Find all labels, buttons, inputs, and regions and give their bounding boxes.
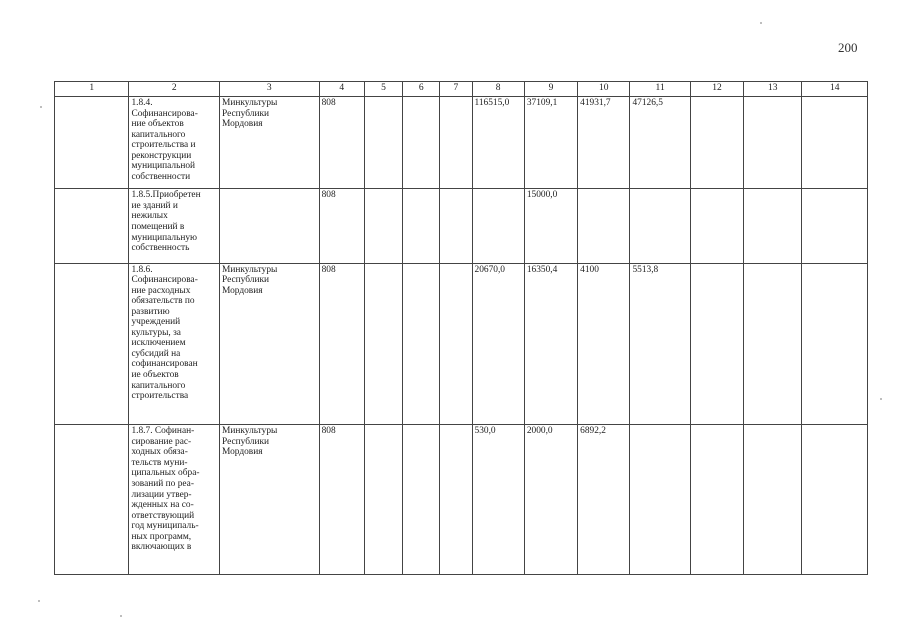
column-header: 6 — [403, 82, 440, 97]
responsible-line: Мордовия — [222, 447, 263, 458]
measure-name-line: собственности — [131, 171, 191, 182]
column-header: 3 — [220, 82, 320, 97]
responsible-line: Республики — [222, 108, 270, 119]
cell-c4: 808 — [319, 97, 364, 189]
responsible-line: Минкультуры — [222, 426, 278, 437]
cell-responsible — [220, 263, 320, 425]
cell-c6 — [403, 189, 440, 263]
cell-c13 — [744, 189, 802, 263]
cell-c7 — [440, 97, 472, 189]
cell-col-1 — [55, 263, 129, 425]
scan-speck — [120, 615, 122, 617]
measure-name-line: муниципальную — [131, 232, 198, 243]
cell-c12 — [690, 189, 743, 263]
measure-name-line: ние объектов — [131, 119, 184, 130]
measure-name-line: ходных обяза- — [131, 447, 188, 458]
measure-name-line: обязательств по — [131, 296, 195, 307]
cell-c11: 47126,5 — [630, 97, 690, 189]
cell-c5 — [364, 425, 402, 575]
measure-name-line: Софинансирова- — [131, 108, 198, 119]
measure-name-line: ие зданий и — [131, 200, 178, 211]
cell-col-1 — [55, 425, 129, 575]
cell-c9: 15000,0 — [524, 189, 577, 263]
measure-name-line: ципальных обра- — [131, 468, 200, 479]
responsible-line: Мордовия — [222, 119, 263, 130]
measure-name-line: жденных на со- — [131, 500, 194, 511]
measure-name-line: развитию — [131, 306, 170, 317]
table-row — [55, 97, 868, 189]
measure-name-line: год муниципаль- — [131, 521, 199, 532]
measure-name-line: 1.8.5.Приобретен — [131, 190, 201, 201]
responsible-line: Республики — [222, 275, 270, 286]
cell-c11 — [630, 425, 690, 575]
column-header: 5 — [364, 82, 402, 97]
measure-name-line: ие объектов — [131, 369, 179, 380]
responsible-line: Минкультуры — [222, 264, 278, 275]
measure-name-line: включающих в — [131, 542, 192, 553]
cell-c10: 6892,2 — [578, 425, 630, 575]
cell-c5 — [364, 97, 402, 189]
measure-name-line: помещений в — [131, 221, 185, 232]
measure-name-line: лизации утвер- — [131, 489, 192, 500]
cell-responsible — [220, 97, 320, 189]
cell-responsible — [220, 189, 320, 263]
column-header: 10 — [578, 82, 630, 97]
cell-responsible — [220, 425, 320, 575]
cell-c13 — [744, 425, 802, 575]
measure-name-line: нежилых — [131, 211, 168, 222]
measure-name-line: субсидий на — [131, 348, 181, 359]
cell-c14 — [802, 425, 868, 575]
page-number: 200 — [838, 40, 858, 55]
measure-name-line: учреждений — [131, 317, 181, 328]
measure-name-line: капитального — [131, 129, 186, 140]
cell-measure-name — [129, 189, 220, 263]
cell-c13 — [744, 263, 802, 425]
cell-measure-name — [129, 263, 220, 425]
cell-col-1 — [55, 97, 129, 189]
measure-name-line: ных программ, — [131, 531, 192, 542]
cell-c7 — [440, 263, 472, 425]
column-header: 14 — [802, 82, 868, 97]
cell-c10: 4100 — [578, 263, 630, 425]
column-header: 1 — [55, 82, 129, 97]
column-header: 9 — [524, 82, 577, 97]
cell-c14 — [802, 263, 868, 425]
scan-speck — [38, 600, 40, 602]
cell-c4: 808 — [319, 263, 364, 425]
cell-c9: 37109,1 — [524, 97, 577, 189]
responsible-line: Мордовия — [222, 285, 263, 296]
measure-name-line: софинансирован — [131, 359, 198, 370]
cell-c12 — [690, 263, 743, 425]
column-header: 11 — [630, 82, 690, 97]
cell-c8: 530,0 — [472, 425, 524, 575]
measure-name-line: тельств муни- — [131, 457, 188, 468]
cell-c4: 808 — [319, 189, 364, 263]
measure-name-line: зований по реа- — [131, 479, 194, 489]
column-header: 4 — [319, 82, 364, 97]
measure-name-line: реконструкции — [131, 150, 192, 161]
cell-c5 — [364, 263, 402, 425]
cell-c6 — [403, 263, 440, 425]
cell-c12 — [690, 97, 743, 189]
cell-c10 — [578, 189, 630, 263]
cell-c9: 2000,0 — [524, 425, 577, 575]
measure-name-line: собственность — [131, 243, 190, 254]
scan-speck — [760, 22, 762, 24]
cell-col-1 — [55, 189, 129, 263]
cell-c13 — [744, 97, 802, 189]
column-header: 2 — [129, 82, 220, 97]
budget-table — [54, 81, 868, 575]
cell-c8 — [472, 189, 524, 263]
measure-name-line: капитального — [131, 380, 186, 391]
cell-c6 — [403, 425, 440, 575]
scan-speck — [880, 398, 882, 400]
responsible-line: Минкультуры — [222, 98, 278, 108]
measure-name-line: исключением — [131, 338, 186, 349]
cell-c8: 20670,0 — [472, 263, 524, 425]
cell-c10: 41931,7 — [578, 97, 630, 189]
table-row — [55, 425, 868, 575]
cell-c11: 5513,8 — [630, 263, 690, 425]
measure-name-line: ние расходных — [131, 285, 191, 296]
measure-name-line: 1.8.7. Софинан- — [131, 426, 195, 437]
table-header-row — [55, 82, 868, 97]
responsible-line: Республики — [222, 436, 270, 447]
measure-name-line: ответствующий — [131, 510, 195, 521]
column-header: 12 — [690, 82, 743, 97]
cell-c14 — [802, 97, 868, 189]
measure-name-line: строительства — [131, 391, 189, 402]
cell-c11 — [630, 189, 690, 263]
measure-name-line: 1.8.6. — [131, 264, 153, 275]
table-row — [55, 263, 868, 425]
cell-measure-name — [129, 97, 220, 189]
cell-c12 — [690, 425, 743, 575]
cell-measure-name — [129, 425, 220, 575]
table-row — [55, 189, 868, 263]
measure-name-line: строительства и — [131, 140, 196, 151]
cell-c6 — [403, 97, 440, 189]
measure-name-line: сирование рас- — [131, 436, 192, 447]
cell-c14 — [802, 189, 868, 263]
column-header: 7 — [440, 82, 472, 97]
measure-name-line: муниципальной — [131, 161, 196, 172]
column-header: 8 — [472, 82, 524, 97]
cell-c7 — [440, 189, 472, 263]
cell-c5 — [364, 189, 402, 263]
scan-speck — [40, 106, 42, 108]
column-header: 13 — [744, 82, 802, 97]
measure-name-line: 1.8.4. — [131, 98, 153, 108]
measure-name-line: культуры, за — [131, 327, 181, 338]
measure-name-line: Софинансирова- — [131, 275, 198, 286]
cell-c8: 116515,0 — [472, 97, 524, 189]
cell-c9: 16350,4 — [524, 263, 577, 425]
cell-c4: 808 — [319, 425, 364, 575]
cell-c7 — [440, 425, 472, 575]
